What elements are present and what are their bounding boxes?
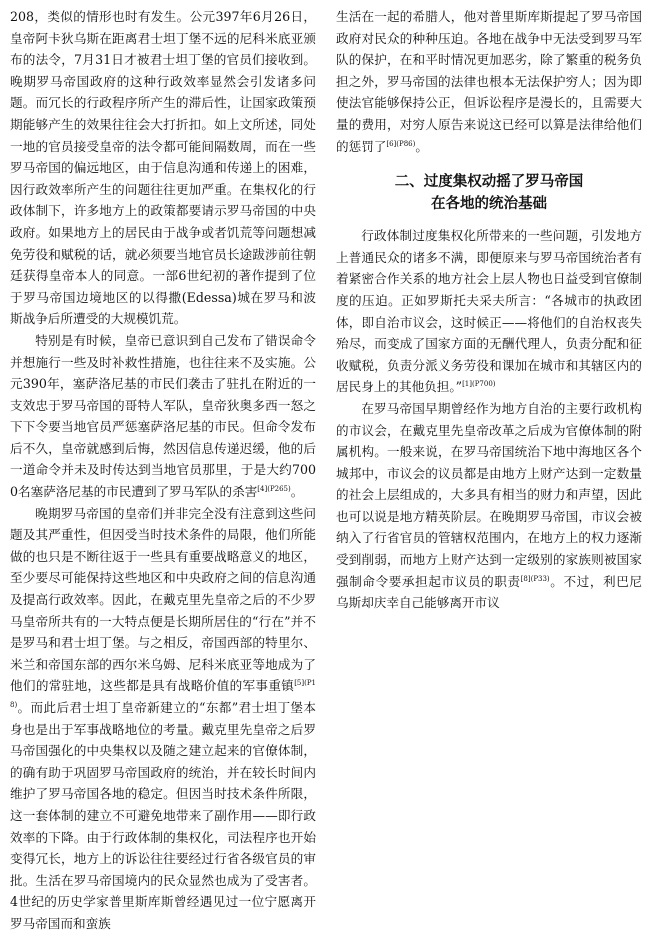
paragraph-text: 在罗马帝国早期曾经作为地方自治的主要行政机构的市议会，在戴克里先皇帝改革之后成为官僚体制的附属机构。一般来说，在罗马帝国统治下地中海地区各个城邦中，市议会的议员都是由地方上财产达到一定数量的社会上层组成的，大多具有相当的财力和声望，因此也可以说是地方精英阶层。在晚期罗马帝国，市议会被纳入了行省官员的管辖权范围内，在地方上的权力逐渐受到削弱，而地方上财产达到一定级别的家族则被国家强制命令要承担起市议员的职责 (336, 400, 642, 589)
section-heading-line: 二、过度集权动摇了罗马帝国 (394, 174, 584, 191)
section-heading (336, 171, 642, 215)
paragraph-text: 208，类似的情形也时有发生。公元397年6月26日，皇帝阿卡狄乌斯在距离君士坦丁堡不远的尼科米底亚颁布的法令，7月31日才被君士坦丁堡的官员们接收到。晚期罗马帝国政府的这种行政效率显然会引发诸多问题。而冗长的行政程序所产生的滞后性，让国家政策预期能够产生的效果往往会大打折扣。如上文所述，同处一地的官员接受皇帝的法令都可能间隔数周，而在一些罗马帝国的偏远地区，由于信息沟通和传递上的困难，因行政效率所产生的问题往往更加严重。在集权化的行政体制下，许多地方上的政策都要请示罗马帝国的中央政府。如果地方上的居民由于战争或者饥荒等问题想减免劳役和赋税的话，就必须要当地官员长途跋涉前往朝廷获得皇帝本人的同意。一部6世纪初的著作提到了位于罗马帝国边境地区的以得撒(Edessa)城在罗马和波斯战争后所遭受的大规模饥荒。 (10, 9, 316, 327)
citation: [4](P265) (257, 484, 291, 493)
paragraph (336, 6, 642, 157)
citation: [8](P33) (520, 574, 550, 583)
paragraph (10, 6, 316, 330)
paragraph-text: 生活在一起的希腊人，他对普里斯库斯提起了罗马帝国政府对民众的种种压迫。各地在战争中无法受到罗马军队的保护，在和平时情况更加恶劣，除了繁重的税务负担之外，罗马帝国的法律也根本无法保护穷人；因为即使法官能够保持公正，但诉讼程序是漫长的，且需要大量的费用，对穷人原告来说这已经可以算是法律给他们的惩罚了 (336, 9, 642, 154)
paragraph (10, 503, 316, 935)
paragraph-tail: 。而此后君士坦丁皇帝新建立的“东都”君士坦丁堡本身也是出于军事战略地位的考量。戴克里先皇帝之后罗马帝国强化的中央集权以及随之建立起来的官僚体制，的确有助于巩固罗马帝国政府的统治，并在较长时间内维护了罗马帝国各地的稳定。但因当时技术条件所限，这一套体制的建立不可避免地带来了副作用——即行政效率的下降。由于行政体制的集权化，司法程序也开始变得冗长，地方上的诉讼往往要经过行省各级官员的审批。生活在罗马帝国境内的民众显然也成为了受害者。4世纪的历史学家普里斯库斯曾经遇见过一位宁愿离开罗马帝国而和蛮族 (10, 700, 316, 931)
paragraph-tail: 。不过，利巴尼乌斯却庆幸自己能够离开市议 (336, 573, 643, 611)
citation: [5](P18) (10, 679, 316, 709)
paragraph-text: 行政体制过度集权化所带来的一些问题，引发地方上普通民众的诸多不满，即便原来与罗马帝国统治者有着紧密合作关系的地方社会上层人物也日益受到官僚制度的压迫。正如罗斯托夫采夫所言：“各城市的执政团体，即自治市议会，这时候正——将他们的自治权丧失殆尽，而变成了国家方面的无酬代理人，负责分配和征收赋税，负责分派义务劳役和课加在城市和其辖区内的居民身上的其他负担。” (336, 228, 642, 395)
paragraph-tail: 。 (415, 138, 428, 154)
paragraph-tail: 。 (290, 484, 304, 500)
paragraph (10, 330, 316, 503)
paragraph (336, 225, 642, 398)
citation: [6](P86) (386, 139, 416, 148)
right-column (336, 6, 642, 885)
paragraph-text: 晚期罗马帝国的皇帝们并非完全没有注意到这些问题及其严重性，但因受当时技术条件的局限，他们所能做的也只是不断往返于一些具有重要战略意义的地区，至少要尽可能保持这些地区和中央政府之间的信息沟通及提高行政效率。因此，在戴克里先皇帝之后的不少罗马皇帝所共有的一大特点便是长期所居住的“行在”并不是罗马和君士坦丁堡。与之相反，帝国西部的特里尔、米兰和帝国东部的西尔米乌姆、尼科米底亚等地成为了他们的常驻地，这些都是具有战略价值的军事重镇 (10, 505, 316, 694)
citation: [1](P700) (462, 380, 496, 389)
paragraph (336, 398, 642, 614)
paragraph-text: 特别是有时候，皇帝已意识到自己发布了错误命令并想施行一些及时补救性措施，也往往来不及实施。公元390年，塞萨洛尼基的市民们袭击了驻扎在附近的一支效忠于罗马帝国的哥特人军队，皇帝狄奥多西一怒之下下令要当地官员严惩塞萨洛尼基的市民。但命令发布后不久，皇帝就感到后悔，然因信息传递迟缓，他的后一道命令并未及时传达到当地官员那里，于是大约7000名塞萨洛尼基的市民遭到了罗马军队的杀害 (10, 332, 316, 500)
left-column (10, 6, 316, 931)
section-heading-line: 在各地的统治基础 (431, 196, 547, 213)
